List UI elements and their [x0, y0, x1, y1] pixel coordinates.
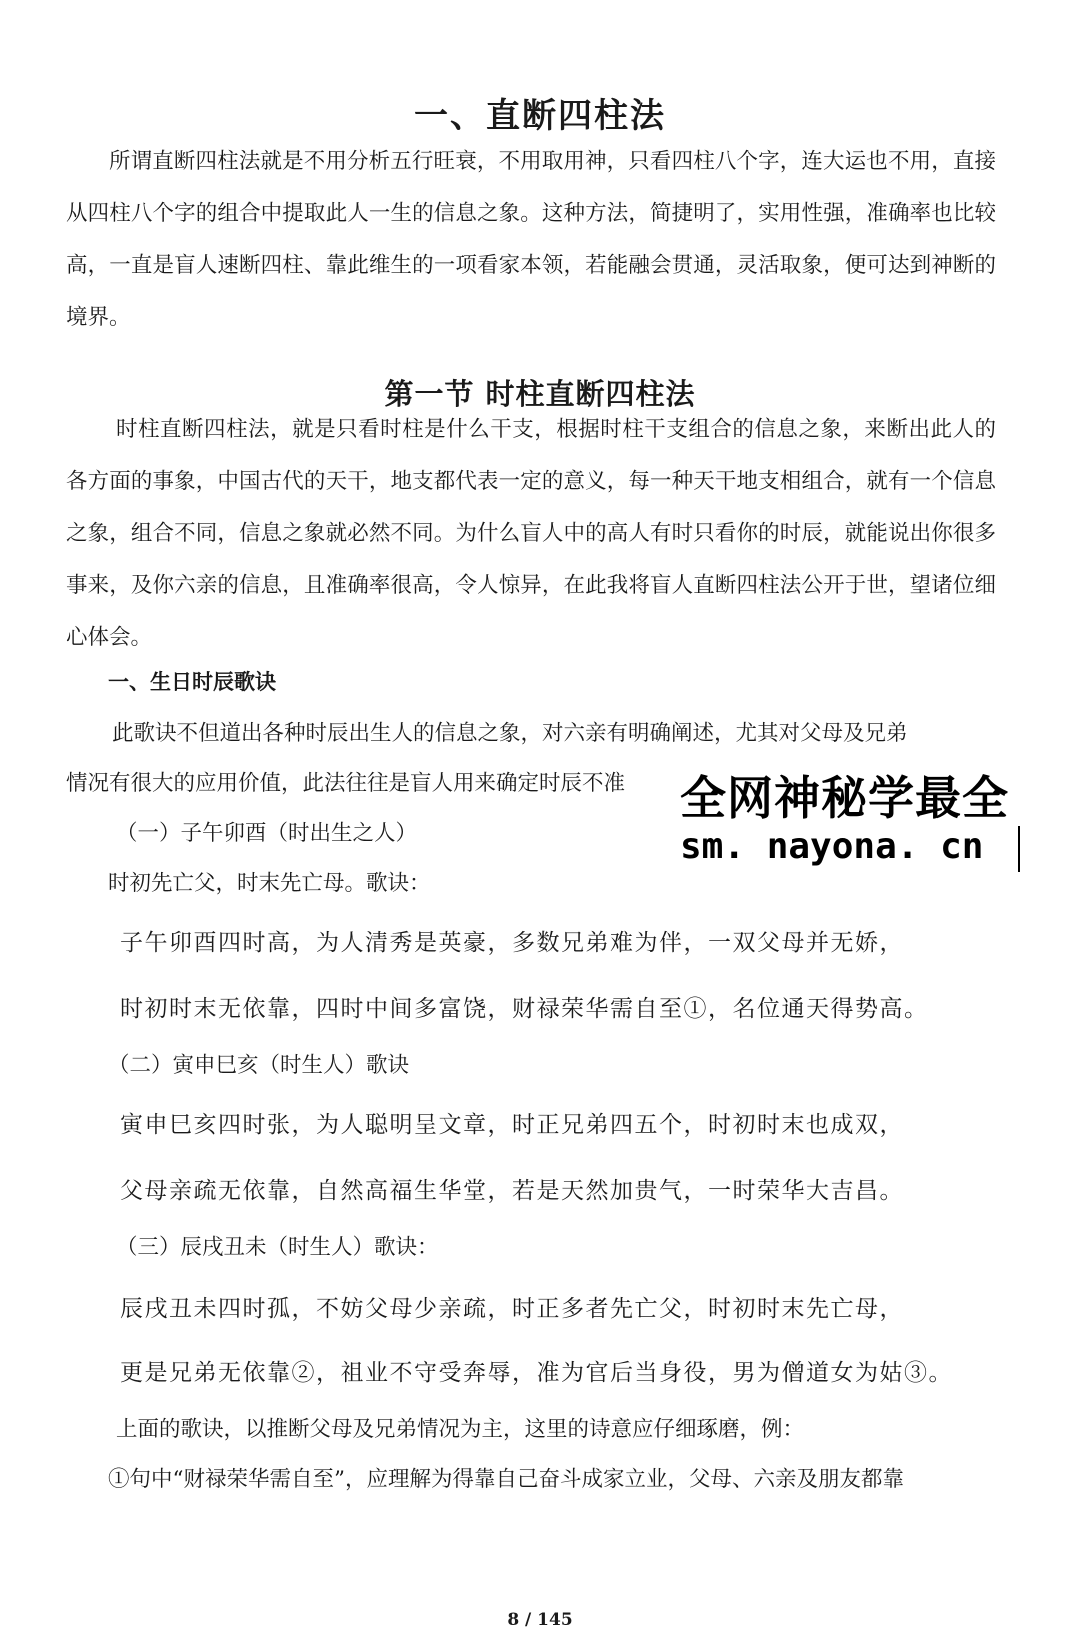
page-number: 8 / 145 [507, 1610, 573, 1630]
group1-note: 时初先亡父，时末先亡母。歌诀： [108, 871, 431, 896]
subsection-title: 一、生日时辰歌诀 [108, 670, 276, 694]
watermark-title: 全网神秘学最全 [680, 771, 1009, 825]
group3-poem-line-1: 辰戌丑未四时孤，不妨父母少亲疏，时正多者先亡父，时初时末先亡母， [120, 1296, 904, 1322]
watermark-url: sm. nayona. cn [680, 826, 984, 867]
subsection-line-2: 情况有很大的应用价值，此法往往是盲人用来确定时辰不准 [66, 771, 626, 796]
group1-poem-line-1: 子午卯酉四时高，为人清秀是英豪，多数兄弟难为伴，一双父母并无娇， [120, 930, 904, 956]
section-intro-paragraph: 时柱直断四柱法，就是只看时柱是什么干支，根据时柱干支组合的信息之象，来断出此人的各方面的事象，中国古代的天干，地支都代表一定的意义，每一种天干地支相组合，就有一个信息之象，组合不同，信息之象就必然不同。为什么盲人中的高人有时只看你的时辰，就能说出你很多事来，及你六亲的信息，且准确率很高，令人惊异，在此我将盲人直断四柱法公开于世，望诸位细心体会。 [66, 417, 996, 650]
footnote-1-text: ①句中“财禄荣华需自至”，应理解为得靠自己奋斗成家立业，父母、六亲及朋友都靠 [108, 1467, 904, 1492]
chapter-title: 一、直断四柱法 [414, 96, 666, 136]
group1-poem-line-2: 时初时末无依靠，四时中间多富饶，财禄荣华需自至①，名位通天得势高。 [120, 996, 929, 1022]
intro-paragraph: 所谓直断四柱法就是不用分析五行旺衰，不用取用神，只看四柱八个字，连大运也不用，直接从四柱八个字的组合中提取此人一生的信息之象。这种方法，简捷明了，实用性强，准确率也比较高，一直是盲人速断四柱、靠此维生的一项看家本领，若能融会贯通，灵活取象，便可达到神断的境界。 [66, 149, 996, 330]
group2-poem-line-1: 寅申巳亥四时张，为人聪明呈文章，时正兄弟四五个，时初时末也成双， [120, 1112, 904, 1138]
group3-title: （三）辰戌丑未（时生人）歌诀： [116, 1235, 439, 1260]
group3-poem-line-2: 更是兄弟无依靠②，祖业不守受奔辱，准为官后当身役，男为僧道女为姑③。 [120, 1360, 953, 1386]
text-cursor-icon [1018, 826, 1020, 872]
group2-poem-line-2: 父母亲疏无依靠，自然高福生华堂，若是天然加贵气，一时荣华大吉昌。 [120, 1178, 904, 1204]
section-title: 第一节 时柱直断四柱法 [384, 377, 696, 411]
after-poem-text: 上面的歌诀，以推断父母及兄弟情况为主，这里的诗意应仔细琢磨，例： [116, 1417, 805, 1442]
group2-title: （二）寅申巳亥（时生人）歌诀 [108, 1053, 410, 1078]
subsection-line-1: 此歌诀不但道出各种时辰出生人的信息之象，对六亲有明确阐述，尤其对父母及兄弟 [112, 721, 908, 746]
group1-title: （一）子午卯酉（时出生之人） [116, 821, 418, 846]
